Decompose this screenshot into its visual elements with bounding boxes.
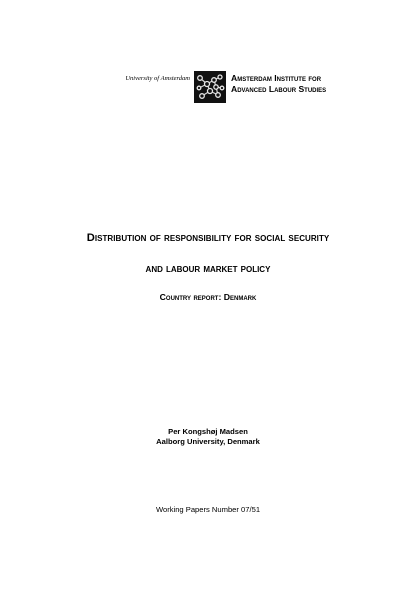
aias-network-logo-icon [194, 71, 226, 103]
report-title-line1: Distribution of responsibility for social security [86, 232, 330, 244]
working-paper-number: Working Papers Number 07/51 [155, 505, 261, 514]
report-title-line2: and labour market policy [145, 263, 271, 275]
institute-name-line2: Advanced Labour Studies [231, 84, 327, 94]
header [118, 71, 358, 103]
report-subtitle: Country report: Denmark [159, 292, 257, 302]
author-affiliation: Aalborg University, Denmark [156, 437, 260, 446]
university-name: University of Amsterdam [125, 75, 190, 82]
institute-name [231, 73, 326, 95]
author-name: Per Kongshøj Madsen [168, 427, 248, 436]
institute-name-line1: Amsterdam Institute for [231, 73, 322, 83]
